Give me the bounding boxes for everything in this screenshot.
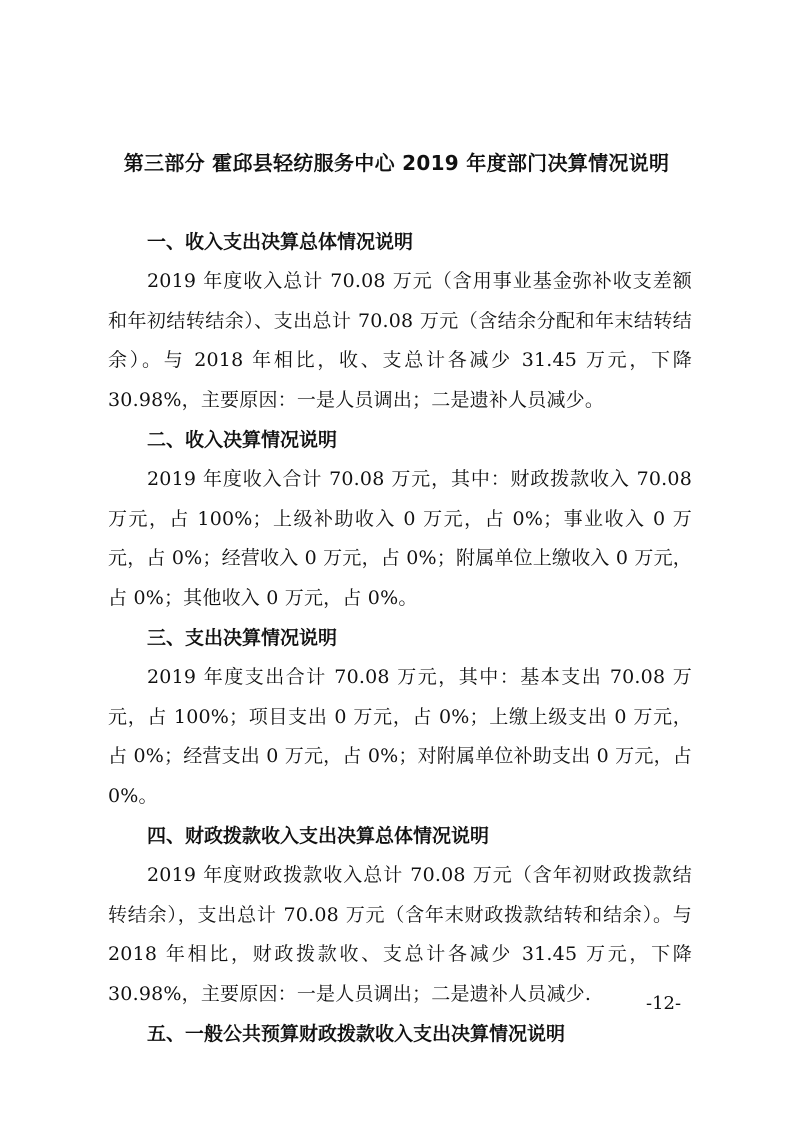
document-body xyxy=(108,222,692,1054)
section-heading-5: 五、一般公共预算财政拨款收入支出决算情况说明 xyxy=(147,1023,566,1045)
section-paragraph-4: 2019 年度财政拨款收入总计 70.08 万元（含年初财政拨款结转结余），支出总计 70.08 万元（含年末财政拨款结转和结余）。与 2018 年相比，财政拨款收、支总计各减少 31.45 万元，下降30.98%，主要原因：一是人员调出；二是遗补人员减少. xyxy=(108,864,692,1005)
page-title: 第三部分 霍邱县轻纺服务中心 2019 年度部门决算情况说明 xyxy=(123,151,670,175)
section-paragraph-1: 2019 年度收入总计 70.08 万元（含用事业基金弥补收支差额和年初结转结余）、支出总计 70.08 万元（含结余分配和年末结转结余）。与 2018 年相比，收、支总计各减少 31.45 万元，下降30.98%，主要原因：一是人员调出；二是遗补人员减少。 xyxy=(108,270,692,411)
section-heading-2: 二、收入决算情况说明 xyxy=(147,429,338,451)
section-heading-1: 一、收入支出决算总体情况说明 xyxy=(147,231,414,253)
section-paragraph-3: 2019 年度支出合计 70.08 万元，其中：基本支出 70.08 万元，占 100%；项目支出 0 万元，占 0%；上缴上级支出 0 万元，占 0%；经营支出 0 万元，占 0%；对附属单位补助支出 0 万元，占 0%。 xyxy=(108,666,692,807)
page-number: -12- xyxy=(646,993,682,1014)
section-heading-4: 四、财政拨款收入支出决算总体情况说明 xyxy=(147,825,490,847)
section-heading-3: 三、支出决算情况说明 xyxy=(147,627,338,649)
section-paragraph-2: 2019 年度收入合计 70.08 万元，其中：财政拨款收入 70.08 万元，占 100%；上级补助收入 0 万元，占 0%；事业收入 0 万元，占 0%；经营收入 0 万元，占 0%；附属单位上缴收入 0 万元，占 0%；其他收入 0 万元，占 0%。 xyxy=(108,468,692,609)
